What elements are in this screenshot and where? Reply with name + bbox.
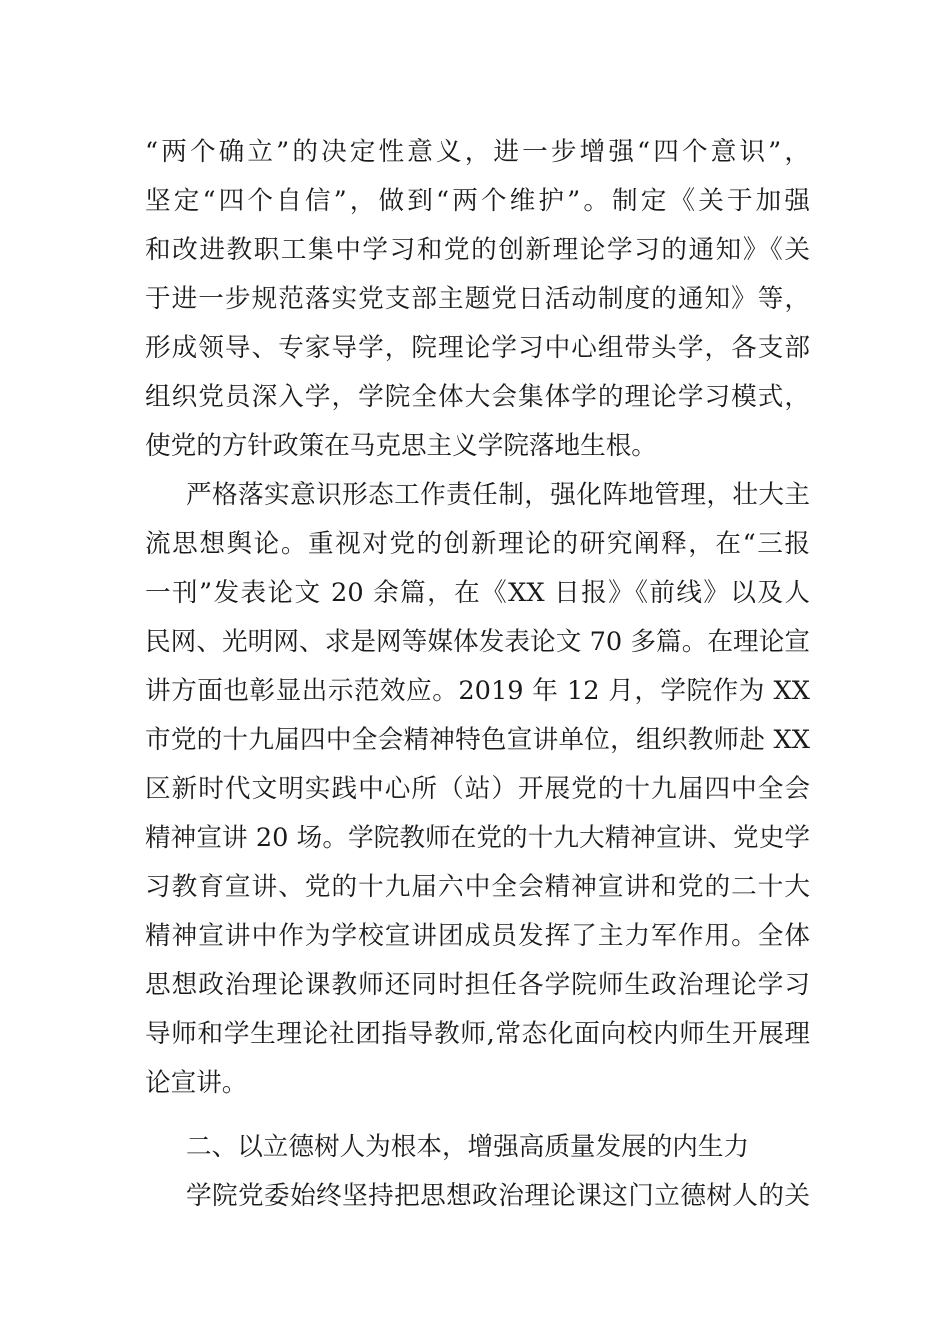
paragraph-line: 坚定“四个自信”，做到“两个维护”。制定《关于加强 bbox=[145, 186, 810, 216]
paragraph-line: 和改进教职工集中学习和党的创新理论学习的通知》《关 bbox=[145, 235, 810, 265]
paragraph-line: 区新时代文明实践中心所（站）开展党的十九届四中全会 bbox=[145, 774, 810, 804]
paragraph-line: 严格落实意识形态工作责任制，强化阵地管理，壮大主 bbox=[186, 480, 810, 510]
paragraph-line: 学院党委始终坚持把思想政治理论课这门立德树人的关 bbox=[186, 1181, 810, 1211]
section-heading: 二、以立德树人为根本，增强高质量发展的内生力 bbox=[186, 1132, 750, 1162]
paragraph-line: 使党的方针政策在马克思主义学院落地生根。 bbox=[145, 431, 657, 461]
paragraph-line: 习教育宣讲、党的十九届六中全会精神宣讲和党的二十大 bbox=[145, 872, 810, 902]
paragraph-line: 组织党员深入学，学院全体大会集体学的理论学习模式， bbox=[145, 382, 810, 412]
paragraph-line: 论宣讲。 bbox=[145, 1068, 248, 1098]
paragraph-line: 一刊”发表论文 20 余篇，在《XX 日报》《前线》以及人 bbox=[145, 578, 810, 608]
paragraph-line: 形成领导、专家导学，院理论学习中心组带头学，各支部 bbox=[145, 333, 810, 363]
paragraph-line: 导师和学生理论社团指导教师,常态化面向校内师生开展理 bbox=[145, 1019, 810, 1049]
paragraph-line: 讲方面也彰显出示范效应。2019 年 12 月，学院作为 XX bbox=[145, 676, 810, 706]
paragraph-line: 民网、光明网、求是网等媒体发表论文 70 多篇。在理论宣 bbox=[145, 627, 810, 657]
paragraph-line: “两个确立”的决定性意义，进一步增强“四个意识”， bbox=[145, 137, 810, 167]
paragraph-line: 流思想舆论。重视对党的创新理论的研究阐释，在“三报 bbox=[145, 529, 810, 559]
paragraph-line: 市党的十九届四中全会精神特色宣讲单位，组织教师赴 XX bbox=[145, 725, 810, 755]
paragraph-line: 精神宣讲 20 场。学院教师在党的十九大精神宣讲、党史学 bbox=[145, 823, 810, 853]
paragraph-line: 于进一步规范落实党支部主题党日活动制度的通知》等， bbox=[145, 284, 810, 314]
paragraph-line: 精神宣讲中作为学校宣讲团成员发挥了主力军作用。全体 bbox=[145, 921, 810, 951]
paragraph-line: 思想政治理论课教师还同时担任各学院师生政治理论学习 bbox=[145, 970, 810, 1000]
